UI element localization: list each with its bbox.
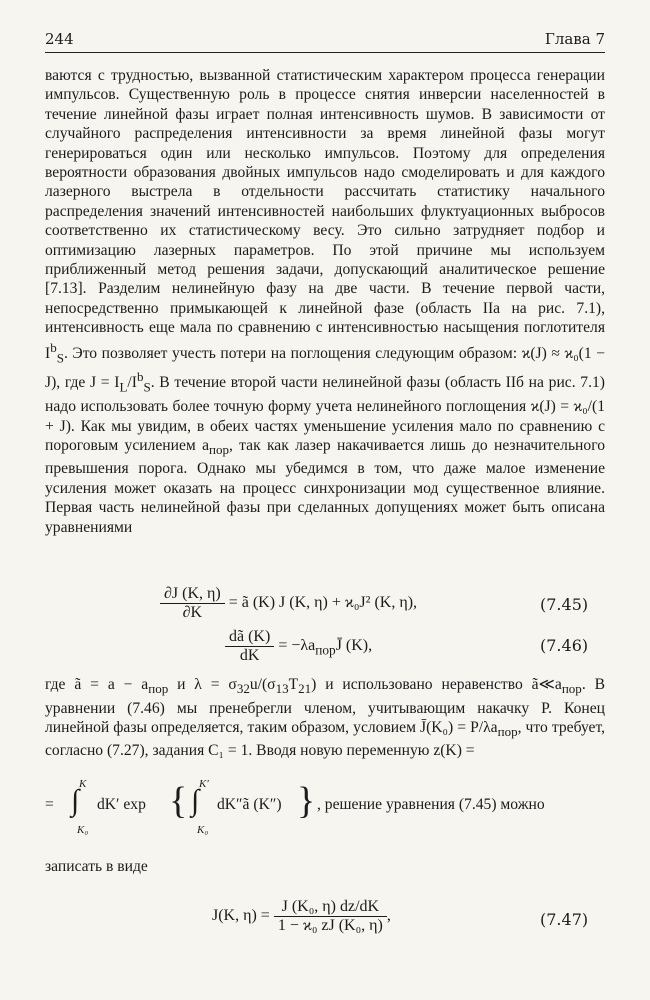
paragraph-text-4: , так как лазер накачивается лишь до незначительного превышения порога. Однако мы убедимся в том, что даже малое изменение усиления может оказать на процесс синхронизации мод существенное влияние. Первая часть нелинейной фазы при сделанных допущениях может быть описана уравнениями [45, 436, 605, 536]
equation-7-46 [225, 628, 372, 665]
para2-sub-sigma: 32 [236, 681, 250, 697]
eq47-numerator: J (K₀, η) dz/dK [274, 898, 387, 917]
eq46-label: (7.46) [540, 636, 589, 655]
para2-text-1: где ã = a − a [45, 676, 149, 693]
superscript-b-2: b [136, 369, 144, 385]
eq47-label: (7.47) [540, 910, 589, 929]
eq46-rhs2: J̄ (K), [335, 637, 373, 655]
subscript-s: S [56, 349, 64, 365]
eq45-numerator: ∂J (K, η) [160, 585, 225, 604]
para2-sub-por-3: пор [497, 724, 518, 740]
paragraph-text-2: . Это позволяет учесть потери на поглощения следующим образом: ϰ(J) ≈ ϰ₀(1 − J), где J = I [45, 344, 605, 392]
int-body-1: dK′ exp [97, 796, 146, 813]
int-upper-limit: K [79, 778, 87, 790]
int-lower-limit: K₀ [77, 824, 89, 836]
subscript-s-2: S [143, 379, 151, 395]
header-rule [45, 52, 605, 53]
eq45-label: (7.45) [540, 595, 589, 614]
eq46-sub-por: пор [315, 642, 336, 658]
inner-int-upper-limit: K′ [199, 778, 209, 790]
inner-integral-sign-icon: ∫ [191, 784, 200, 817]
para2-text-5: , что требует, согласно (7.27), задания C₁ = 1. Вводя новую переменную z(K) = [45, 718, 605, 760]
eq45-rhs: = ã (K) J (K, η) + ϰ₀J² (K, η), [228, 594, 418, 612]
equation-7-47: J(K, η) = $\frac{\text{J (K₀, η) dz/dK}}{\text{1 − ϰ₀ zJ (K₀, η)}}$ , [212, 898, 391, 934]
eq47-lhs: J(K, η) = [212, 907, 270, 925]
write-form-line: записать в виде [45, 858, 148, 875]
para2-sub-por: пор [148, 681, 169, 697]
para2-text-3: и использовано неравенство ã≪a [316, 676, 562, 693]
int-body-2: dK″ã (K″) [217, 796, 282, 813]
second-paragraph: где ã = $a - a_{пор}$ и $\lambda = \sigma_{32}u/(\sigma_{13}T_{21})$ и использовано неравенство $ã≪a_{пор}$. В уравнении (7.46) мы пренебрегли членом, учитывающим накачку P. Конец линейной фазы определяется, таким образом, условием J̄(K₀) = $P/\lambda a_{пор}$, что требует, согласно (7.27), задания C₁ = 1. Вводя новую переменную z(K) = [45, 676, 605, 760]
page-number: 244 [45, 30, 74, 48]
para2-sub-por-2: пор [561, 681, 582, 697]
integral-sign-icon: ∫ [71, 784, 80, 817]
integral-equation [45, 778, 605, 838]
eq46-rhs: = −λa [278, 637, 316, 655]
chapter-title: Глава 7 [544, 30, 605, 48]
eq46-numerator: dã (K) [225, 628, 274, 647]
int-lhs: = [45, 796, 54, 813]
subscript-por: пор [209, 442, 229, 458]
left-brace-icon: { [169, 780, 188, 822]
main-paragraph: ваются с трудностью, вызванной статистическим характером процесса генерации импульсов. Существенную роль в процессе снятия инверсии населенностей в течение линейной фазы играет полная интенсивность шумов. В зависимости от случайного распределения интенсивности за время линейной фазы могут генерироваться один или несколько импульсов. Поэтому для определения вероятности образования двойных импульсов надо смоделировать и для каждого лазерного выстрела в отдельности рассчитать статистику начального распределения значений интенсивностей наибольших флуктуационных выбросов соответственно их статистическому весу. Это сильно затрудняет подбор и оптимизацию лазерных параметров. По этой причине мы используем приближенный метод решения задачи, допускающий аналитическое решение [7.13]. Разделим нелинейную фазу на две части. В течение первой части, непосредственно примыкающей к линейной фазе (область IIа на рис. 7.1), интенсивность еще мала по сравнению с интенсивностью насыщения поглотителя $I^b_S$. Это позволяет учесть потери на поглощения следующим образом: ϰ(J) ≈ ϰ₀(1 − J), где $J = I_L/I^b_S$. В течение второй части нелинейной фазы (область IIб на рис. 7.1) надо использовать более точную форму учета нелинейного поглощения ϰ(J) = ϰ₀/(1 + J). Как мы увидим, в обеих частях уменьшение усиления мало по сравнению с пороговым усилением $a_{пор}$, так как лазер накачивается лишь до незначительного превышения порога. Однако мы убедимся в том, что даже малое изменение усиления может оказать на процесс синхронизации мод существенное влияние. Первая часть нелинейной фазы при сделанных допущениях может быть описана уравнениями [45, 67, 605, 536]
para2-text-4: . В уравнении (7.46) мы пренебрегли членом, учитывающим накачку P. Конец линейной фазы определяется, таким образом, условием J̄(K₀) = P/λa [45, 676, 605, 736]
right-brace-icon: } [297, 780, 316, 822]
subscript-l: L [119, 379, 128, 395]
para2-text-2: и λ = σ [168, 676, 237, 693]
equation-7-45 [160, 585, 417, 622]
inner-int-lower-limit: K₀ [197, 824, 209, 836]
int-tail: , решение уравнения (7.45) можно [317, 796, 545, 813]
page-header [45, 30, 605, 52]
paragraph-text-3: . В течение второй части нелинейной фазы (область IIб на рис. 7.1) надо использовать более точную форму учета нелинейного поглощения ϰ(J) = ϰ₀/(1 + J). Как мы увидим, в обеих частях уменьшение усиления мало по сравнению с пороговым усилением a [45, 374, 605, 454]
eq47-denominator: 1 − ϰ₀ zJ (K₀, η) [277, 917, 383, 934]
superscript-b: b [50, 339, 57, 355]
para2-sub-sigma-b: 13 [275, 681, 289, 697]
eq46-denominator: dK [239, 647, 260, 664]
paragraph-text-1: ваются с трудностью, вызванной статистическим характером процесса генерации импульсов. Существенную роль в процессе снятия инверсии населенностей в течение линейной фазы играет полная интенсивность шумов. В зависимости от случайного распределения интенсивности за время линейной фазы могут генерироваться один или несколько импульсов. Поэтому для определения вероятности образования двойных импульсов надо смоделировать и для каждого лазерного выстрела в отдельности рассчитать статистику начального распределения значений интенсивностей наибольших флуктуационных выбросов соответственно их статистическому весу. Это сильно затрудняет подбор и оптимизацию лазерных параметров. По этой причине мы используем приближенный метод решения задачи, допускающий аналитическое решение [7.13]. Разделим нелинейную фазу на две части. В течение первой части, непосредственно примыкающей к линейной фазе (область IIа на рис. 7.1), интенсивность еще мала по сравнению с интенсивностью насыщения поглотителя I [45, 67, 605, 362]
eq45-denominator: ∂K [182, 604, 203, 621]
